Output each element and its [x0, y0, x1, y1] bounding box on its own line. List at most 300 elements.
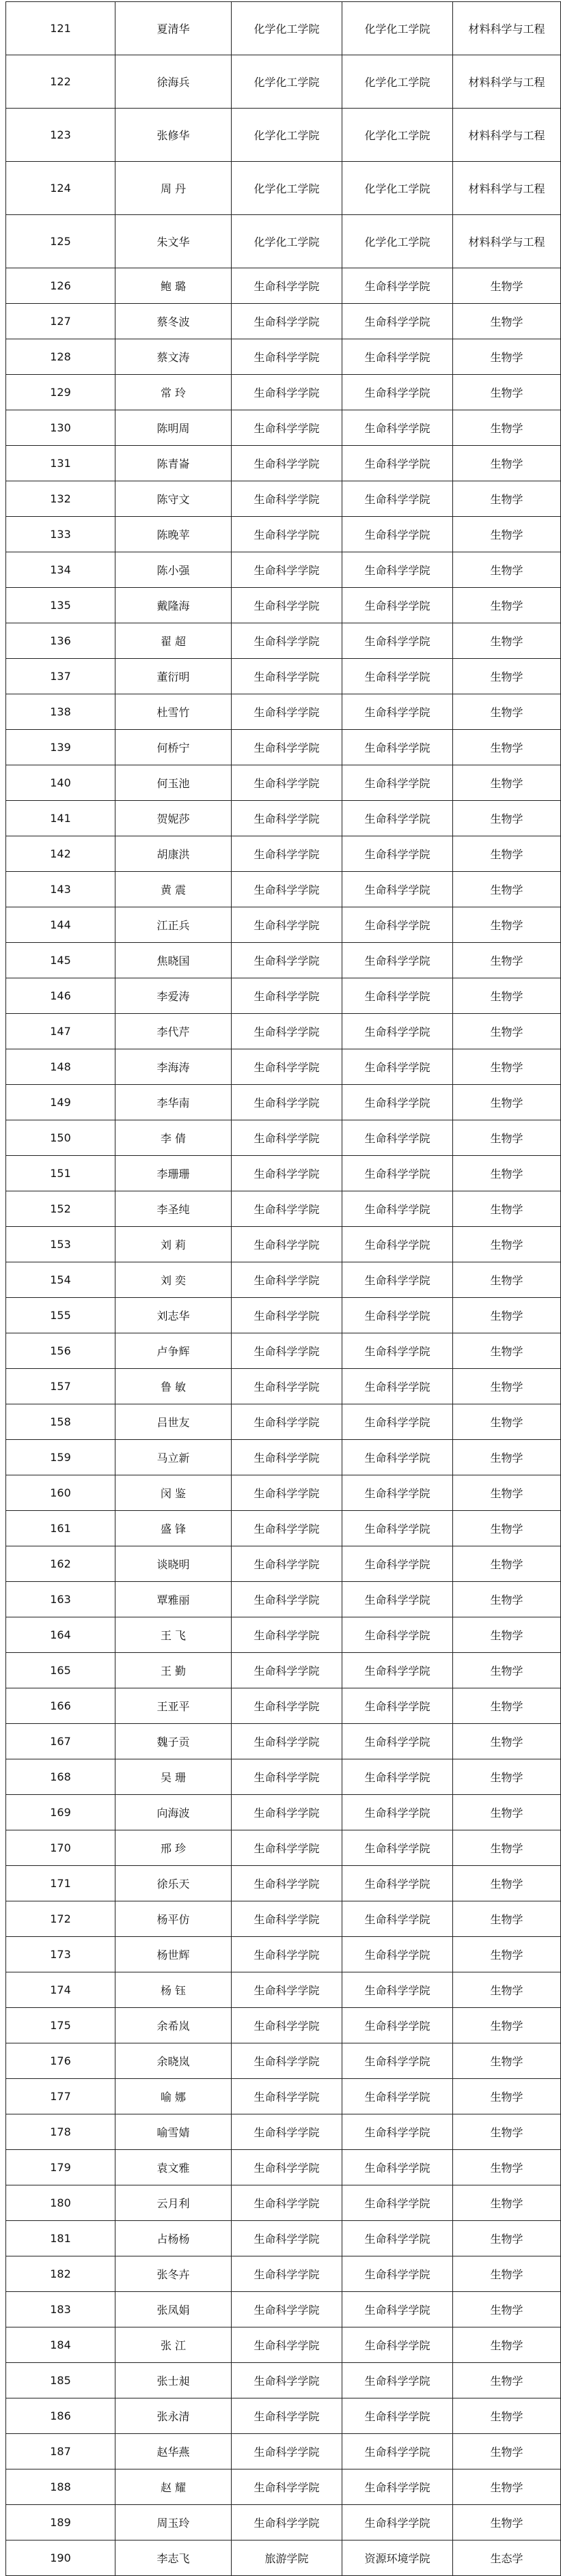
applying-college-cell: 生命科学学院 — [342, 1369, 453, 1404]
applying-college-cell: 生命科学学院 — [342, 907, 453, 943]
table-row — [6, 836, 561, 872]
applying-college-cell: 生命科学学院 — [342, 2221, 453, 2256]
table-row — [6, 410, 561, 446]
person-name-cell: 盛 锋 — [115, 1511, 232, 1546]
table-row — [6, 659, 561, 694]
data-table — [5, 1, 561, 2576]
applying-college-cell: 化学化工学院 — [342, 162, 453, 215]
table-row — [6, 1511, 561, 1546]
row-number-cell: 148 — [6, 1049, 115, 1085]
table-row — [6, 304, 561, 339]
person-name-cell: 朱文华 — [115, 215, 232, 268]
table-row — [6, 1262, 561, 1298]
applying-college-cell: 生命科学学院 — [342, 1937, 453, 1972]
discipline-cell: 生物学 — [453, 2008, 561, 2043]
table-row — [6, 1120, 561, 1156]
row-number-cell: 125 — [6, 215, 115, 268]
person-name-cell: 翟 超 — [115, 623, 232, 659]
discipline-cell: 生物学 — [453, 1404, 561, 1440]
person-name-cell: 赵华燕 — [115, 2434, 232, 2469]
college-cell: 生命科学学院 — [232, 1972, 342, 2008]
college-cell: 生命科学学院 — [232, 1085, 342, 1120]
applying-college-cell: 生命科学学院 — [342, 410, 453, 446]
college-cell: 生命科学学院 — [232, 1298, 342, 1333]
discipline-cell: 生物学 — [453, 588, 561, 623]
discipline-cell: 生物学 — [453, 1156, 561, 1191]
person-name-cell: 余希岚 — [115, 2008, 232, 2043]
college-cell: 生命科学学院 — [232, 268, 342, 304]
row-number-cell: 141 — [6, 801, 115, 836]
applying-college-cell: 生命科学学院 — [342, 2505, 453, 2540]
applying-college-cell: 生命科学学院 — [342, 1795, 453, 1830]
discipline-cell: 生物学 — [453, 1972, 561, 2008]
table-row — [6, 1937, 561, 1972]
applying-college-cell: 生命科学学院 — [342, 2469, 453, 2505]
row-number-cell: 123 — [6, 109, 115, 162]
college-cell: 生命科学学院 — [232, 552, 342, 588]
person-name-cell: 刘 莉 — [115, 1227, 232, 1262]
discipline-cell: 材料科学与工程 — [453, 162, 561, 215]
person-name-cell: 向海波 — [115, 1795, 232, 1830]
table-row — [6, 2363, 561, 2398]
table-row — [6, 552, 561, 588]
applying-college-cell: 生命科学学院 — [342, 2256, 453, 2292]
person-name-cell: 王 勤 — [115, 1653, 232, 1688]
college-cell: 生命科学学院 — [232, 1333, 342, 1369]
person-name-cell: 马立新 — [115, 1440, 232, 1475]
row-number-cell: 144 — [6, 907, 115, 943]
college-cell: 生命科学学院 — [232, 2008, 342, 2043]
row-number-cell: 150 — [6, 1120, 115, 1156]
applying-college-cell: 生命科学学院 — [342, 2150, 453, 2185]
college-cell: 生命科学学院 — [232, 1440, 342, 1475]
table-row — [6, 2256, 561, 2292]
person-name-cell: 董衍明 — [115, 659, 232, 694]
person-name-cell: 闵 鉴 — [115, 1475, 232, 1511]
college-cell: 生命科学学院 — [232, 1653, 342, 1688]
table-row — [6, 2008, 561, 2043]
discipline-cell: 生物学 — [453, 1795, 561, 1830]
table-row — [6, 1582, 561, 1617]
discipline-cell: 生物学 — [453, 1866, 561, 1901]
person-name-cell: 戴隆海 — [115, 588, 232, 623]
person-name-cell: 陈晚苹 — [115, 517, 232, 552]
person-name-cell: 蔡文涛 — [115, 339, 232, 375]
table-row — [6, 1688, 561, 1724]
college-cell: 生命科学学院 — [232, 1688, 342, 1724]
college-cell: 生命科学学院 — [232, 2114, 342, 2150]
discipline-cell: 生物学 — [453, 1440, 561, 1475]
college-cell: 生命科学学院 — [232, 872, 342, 907]
person-name-cell: 陈明周 — [115, 410, 232, 446]
person-name-cell: 夏清华 — [115, 2, 232, 55]
discipline-cell: 生物学 — [453, 1085, 561, 1120]
applying-college-cell: 生命科学学院 — [342, 1546, 453, 1582]
discipline-cell: 材料科学与工程 — [453, 55, 561, 109]
discipline-cell: 生物学 — [453, 1475, 561, 1511]
applying-college-cell: 生命科学学院 — [342, 836, 453, 872]
discipline-cell: 生物学 — [453, 268, 561, 304]
discipline-cell: 生物学 — [453, 1582, 561, 1617]
row-number-cell: 130 — [6, 410, 115, 446]
applying-college-cell: 生命科学学院 — [342, 1440, 453, 1475]
table-row — [6, 978, 561, 1014]
row-number-cell: 131 — [6, 446, 115, 481]
college-cell: 生命科学学院 — [232, 2469, 342, 2505]
college-cell: 生命科学学院 — [232, 1759, 342, 1795]
discipline-cell: 生物学 — [453, 1937, 561, 1972]
college-cell: 生命科学学院 — [232, 588, 342, 623]
table-row — [6, 623, 561, 659]
row-number-cell: 134 — [6, 552, 115, 588]
discipline-cell: 生物学 — [453, 659, 561, 694]
college-cell: 生命科学学院 — [232, 694, 342, 730]
person-name-cell: 张凤娟 — [115, 2292, 232, 2327]
applying-college-cell: 生命科学学院 — [342, 1049, 453, 1085]
applying-college-cell: 生命科学学院 — [342, 2114, 453, 2150]
row-number-cell: 139 — [6, 730, 115, 765]
person-name-cell: 占杨杨 — [115, 2221, 232, 2256]
college-cell: 生命科学学院 — [232, 2398, 342, 2434]
person-name-cell: 陈小强 — [115, 552, 232, 588]
college-cell: 生命科学学院 — [232, 1830, 342, 1866]
row-number-cell: 160 — [6, 1475, 115, 1511]
college-cell: 生命科学学院 — [232, 1937, 342, 1972]
person-name-cell: 何玉池 — [115, 765, 232, 801]
discipline-cell: 生物学 — [453, 907, 561, 943]
applying-college-cell: 生命科学学院 — [342, 1404, 453, 1440]
discipline-cell: 生物学 — [453, 339, 561, 375]
person-name-cell: 徐乐天 — [115, 1866, 232, 1901]
discipline-cell: 生物学 — [453, 304, 561, 339]
applying-college-cell: 生命科学学院 — [342, 694, 453, 730]
person-name-cell: 鲁 敏 — [115, 1369, 232, 1404]
person-name-cell: 周玉玲 — [115, 2505, 232, 2540]
table-row — [6, 2114, 561, 2150]
row-number-cell: 153 — [6, 1227, 115, 1262]
discipline-cell: 生物学 — [453, 2292, 561, 2327]
discipline-cell: 生物学 — [453, 2398, 561, 2434]
discipline-cell: 生物学 — [453, 730, 561, 765]
discipline-cell: 生物学 — [453, 1901, 561, 1937]
college-cell: 生命科学学院 — [232, 1156, 342, 1191]
person-name-cell: 杨平仿 — [115, 1901, 232, 1937]
row-number-cell: 158 — [6, 1404, 115, 1440]
person-name-cell: 焦晓国 — [115, 943, 232, 978]
row-number-cell: 156 — [6, 1333, 115, 1369]
college-cell: 生命科学学院 — [232, 446, 342, 481]
college-cell: 生命科学学院 — [232, 801, 342, 836]
row-number-cell: 174 — [6, 1972, 115, 2008]
row-number-cell: 182 — [6, 2256, 115, 2292]
table-row — [6, 907, 561, 943]
person-name-cell: 余晓岚 — [115, 2043, 232, 2079]
applying-college-cell: 生命科学学院 — [342, 2185, 453, 2221]
discipline-cell: 材料科学与工程 — [453, 215, 561, 268]
person-name-cell: 吕世友 — [115, 1404, 232, 1440]
applying-college-cell: 生命科学学院 — [342, 2434, 453, 2469]
person-name-cell: 喻 娜 — [115, 2079, 232, 2114]
discipline-cell: 生物学 — [453, 1049, 561, 1085]
applying-college-cell: 生命科学学院 — [342, 623, 453, 659]
applying-college-cell: 化学化工学院 — [342, 109, 453, 162]
table-row — [6, 1830, 561, 1866]
applying-college-cell: 生命科学学院 — [342, 1617, 453, 1653]
applying-college-cell: 生命科学学院 — [342, 2363, 453, 2398]
discipline-cell: 生物学 — [453, 481, 561, 517]
discipline-cell: 生物学 — [453, 1653, 561, 1688]
row-number-cell: 162 — [6, 1546, 115, 1582]
applying-college-cell: 生命科学学院 — [342, 659, 453, 694]
discipline-cell: 生物学 — [453, 1759, 561, 1795]
college-cell: 生命科学学院 — [232, 1262, 342, 1298]
person-name-cell: 喻雪婧 — [115, 2114, 232, 2150]
college-cell: 生命科学学院 — [232, 1511, 342, 1546]
college-cell: 生命科学学院 — [232, 907, 342, 943]
person-name-cell: 覃雅丽 — [115, 1582, 232, 1617]
person-name-cell: 胡康洪 — [115, 836, 232, 872]
table-row — [6, 765, 561, 801]
person-name-cell: 李 倩 — [115, 1120, 232, 1156]
table-row — [6, 1546, 561, 1582]
person-name-cell: 李爱涛 — [115, 978, 232, 1014]
college-cell: 生命科学学院 — [232, 2292, 342, 2327]
person-name-cell: 李海涛 — [115, 1049, 232, 1085]
discipline-cell: 生物学 — [453, 1262, 561, 1298]
discipline-cell: 生态学 — [453, 2540, 561, 2576]
person-name-cell: 贺妮莎 — [115, 801, 232, 836]
person-name-cell: 杜雪竹 — [115, 694, 232, 730]
applying-college-cell: 生命科学学院 — [342, 2008, 453, 2043]
person-name-cell: 蔡冬波 — [115, 304, 232, 339]
row-number-cell: 121 — [6, 2, 115, 55]
discipline-cell: 生物学 — [453, 2150, 561, 2185]
row-number-cell: 151 — [6, 1156, 115, 1191]
row-number-cell: 155 — [6, 1298, 115, 1333]
discipline-cell: 生物学 — [453, 552, 561, 588]
applying-college-cell: 生命科学学院 — [342, 1262, 453, 1298]
table-row — [6, 943, 561, 978]
college-cell: 生命科学学院 — [232, 2079, 342, 2114]
applying-college-cell: 生命科学学院 — [342, 1901, 453, 1937]
row-number-cell: 188 — [6, 2469, 115, 2505]
applying-college-cell: 化学化工学院 — [342, 2, 453, 55]
person-name-cell: 张 江 — [115, 2327, 232, 2363]
college-cell: 生命科学学院 — [232, 2434, 342, 2469]
discipline-cell: 生物学 — [453, 1546, 561, 1582]
college-cell: 生命科学学院 — [232, 1582, 342, 1617]
person-name-cell: 杨世辉 — [115, 1937, 232, 1972]
table-row — [6, 1901, 561, 1937]
college-cell: 生命科学学院 — [232, 623, 342, 659]
applying-college-cell: 生命科学学院 — [342, 1333, 453, 1369]
row-number-cell: 145 — [6, 943, 115, 978]
applying-college-cell: 生命科学学院 — [342, 1085, 453, 1120]
table-row — [6, 1972, 561, 2008]
table-row — [6, 215, 561, 268]
discipline-cell: 生物学 — [453, 2079, 561, 2114]
table-row — [6, 2185, 561, 2221]
row-number-cell: 168 — [6, 1759, 115, 1795]
discipline-cell: 生物学 — [453, 801, 561, 836]
applying-college-cell: 生命科学学院 — [342, 1830, 453, 1866]
applying-college-cell: 生命科学学院 — [342, 2043, 453, 2079]
person-name-cell: 杨 钰 — [115, 1972, 232, 2008]
college-cell: 化学化工学院 — [232, 55, 342, 109]
applying-college-cell: 生命科学学院 — [342, 765, 453, 801]
row-number-cell: 170 — [6, 1830, 115, 1866]
college-cell: 生命科学学院 — [232, 943, 342, 978]
person-name-cell: 张冬卉 — [115, 2256, 232, 2292]
college-cell: 生命科学学院 — [232, 659, 342, 694]
table-row — [6, 109, 561, 162]
row-number-cell: 135 — [6, 588, 115, 623]
person-name-cell: 云月利 — [115, 2185, 232, 2221]
applying-college-cell: 生命科学学院 — [342, 801, 453, 836]
discipline-cell: 生物学 — [453, 1617, 561, 1653]
row-number-cell: 147 — [6, 1014, 115, 1049]
discipline-cell: 生物学 — [453, 1333, 561, 1369]
table-row — [6, 339, 561, 375]
table-row — [6, 1724, 561, 1759]
college-cell: 生命科学学院 — [232, 1546, 342, 1582]
table-row — [6, 1333, 561, 1369]
person-name-cell: 谈晓明 — [115, 1546, 232, 1582]
person-name-cell: 李圣纯 — [115, 1191, 232, 1227]
discipline-cell: 生物学 — [453, 2505, 561, 2540]
table-row — [6, 1369, 561, 1404]
discipline-cell: 生物学 — [453, 1014, 561, 1049]
table-row — [6, 1191, 561, 1227]
row-number-cell: 172 — [6, 1901, 115, 1937]
college-cell: 生命科学学院 — [232, 517, 342, 552]
college-cell: 生命科学学院 — [232, 2256, 342, 2292]
applying-college-cell: 生命科学学院 — [342, 1156, 453, 1191]
college-cell: 生命科学学院 — [232, 304, 342, 339]
person-name-cell: 魏子贡 — [115, 1724, 232, 1759]
applying-college-cell: 生命科学学院 — [342, 1653, 453, 1688]
college-cell: 生命科学学院 — [232, 1724, 342, 1759]
row-number-cell: 161 — [6, 1511, 115, 1546]
table-row — [6, 2221, 561, 2256]
college-cell: 生命科学学院 — [232, 2363, 342, 2398]
row-number-cell: 171 — [6, 1866, 115, 1901]
applying-college-cell: 生命科学学院 — [342, 872, 453, 907]
row-number-cell: 127 — [6, 304, 115, 339]
college-cell: 化学化工学院 — [232, 109, 342, 162]
applying-college-cell: 生命科学学院 — [342, 1759, 453, 1795]
row-number-cell: 169 — [6, 1795, 115, 1830]
row-number-cell: 124 — [6, 162, 115, 215]
college-cell: 生命科学学院 — [232, 1369, 342, 1404]
table-row — [6, 1475, 561, 1511]
row-number-cell: 137 — [6, 659, 115, 694]
discipline-cell: 材料科学与工程 — [453, 109, 561, 162]
row-number-cell: 149 — [6, 1085, 115, 1120]
applying-college-cell: 生命科学学院 — [342, 2398, 453, 2434]
row-number-cell: 164 — [6, 1617, 115, 1653]
applying-college-cell: 生命科学学院 — [342, 481, 453, 517]
discipline-cell: 生物学 — [453, 517, 561, 552]
row-number-cell: 179 — [6, 2150, 115, 2185]
person-name-cell: 陈守文 — [115, 481, 232, 517]
discipline-cell: 生物学 — [453, 1191, 561, 1227]
table-row — [6, 694, 561, 730]
applying-college-cell: 生命科学学院 — [342, 978, 453, 1014]
college-cell: 生命科学学院 — [232, 1617, 342, 1653]
row-number-cell: 133 — [6, 517, 115, 552]
table-row — [6, 2469, 561, 2505]
person-name-cell: 袁文雅 — [115, 2150, 232, 2185]
table-row — [6, 1049, 561, 1085]
person-name-cell: 张永清 — [115, 2398, 232, 2434]
table-row — [6, 2079, 561, 2114]
discipline-cell: 生物学 — [453, 836, 561, 872]
person-name-cell: 李华南 — [115, 1085, 232, 1120]
applying-college-cell: 生命科学学院 — [342, 375, 453, 410]
discipline-cell: 生物学 — [453, 2185, 561, 2221]
college-cell: 生命科学学院 — [232, 2043, 342, 2079]
discipline-cell: 生物学 — [453, 623, 561, 659]
row-number-cell: 159 — [6, 1440, 115, 1475]
person-name-cell: 王 飞 — [115, 1617, 232, 1653]
college-cell: 化学化工学院 — [232, 2, 342, 55]
table-row — [6, 2540, 561, 2576]
row-number-cell: 163 — [6, 1582, 115, 1617]
discipline-cell: 生物学 — [453, 375, 561, 410]
row-number-cell: 157 — [6, 1369, 115, 1404]
row-number-cell: 142 — [6, 836, 115, 872]
row-number-cell: 178 — [6, 2114, 115, 2150]
row-number-cell: 136 — [6, 623, 115, 659]
applying-college-cell: 生命科学学院 — [342, 1972, 453, 2008]
table-row — [6, 730, 561, 765]
table-row — [6, 1085, 561, 1120]
applying-college-cell: 生命科学学院 — [342, 517, 453, 552]
row-number-cell: 185 — [6, 2363, 115, 2398]
college-cell: 生命科学学院 — [232, 481, 342, 517]
table-row — [6, 1014, 561, 1049]
table-row — [6, 268, 561, 304]
college-cell: 生命科学学院 — [232, 2505, 342, 2540]
applying-college-cell: 生命科学学院 — [342, 1511, 453, 1546]
applying-college-cell: 化学化工学院 — [342, 55, 453, 109]
person-name-cell: 赵 耀 — [115, 2469, 232, 2505]
discipline-cell: 生物学 — [453, 872, 561, 907]
applying-college-cell: 生命科学学院 — [342, 1298, 453, 1333]
row-number-cell: 181 — [6, 2221, 115, 2256]
college-cell: 生命科学学院 — [232, 2327, 342, 2363]
table-row — [6, 2398, 561, 2434]
discipline-cell: 生物学 — [453, 978, 561, 1014]
discipline-cell: 生物学 — [453, 2469, 561, 2505]
person-name-cell: 周 丹 — [115, 162, 232, 215]
row-number-cell: 152 — [6, 1191, 115, 1227]
discipline-cell: 生物学 — [453, 410, 561, 446]
table-row — [6, 2043, 561, 2079]
applying-college-cell: 生命科学学院 — [342, 2327, 453, 2363]
discipline-cell: 生物学 — [453, 2043, 561, 2079]
college-cell: 生命科学学院 — [232, 1120, 342, 1156]
table-row — [6, 1617, 561, 1653]
table-row — [6, 375, 561, 410]
discipline-cell: 生物学 — [453, 1724, 561, 1759]
applying-college-cell: 生命科学学院 — [342, 1582, 453, 1617]
row-number-cell: 128 — [6, 339, 115, 375]
row-number-cell: 129 — [6, 375, 115, 410]
applying-college-cell: 生命科学学院 — [342, 1475, 453, 1511]
table-row — [6, 2292, 561, 2327]
